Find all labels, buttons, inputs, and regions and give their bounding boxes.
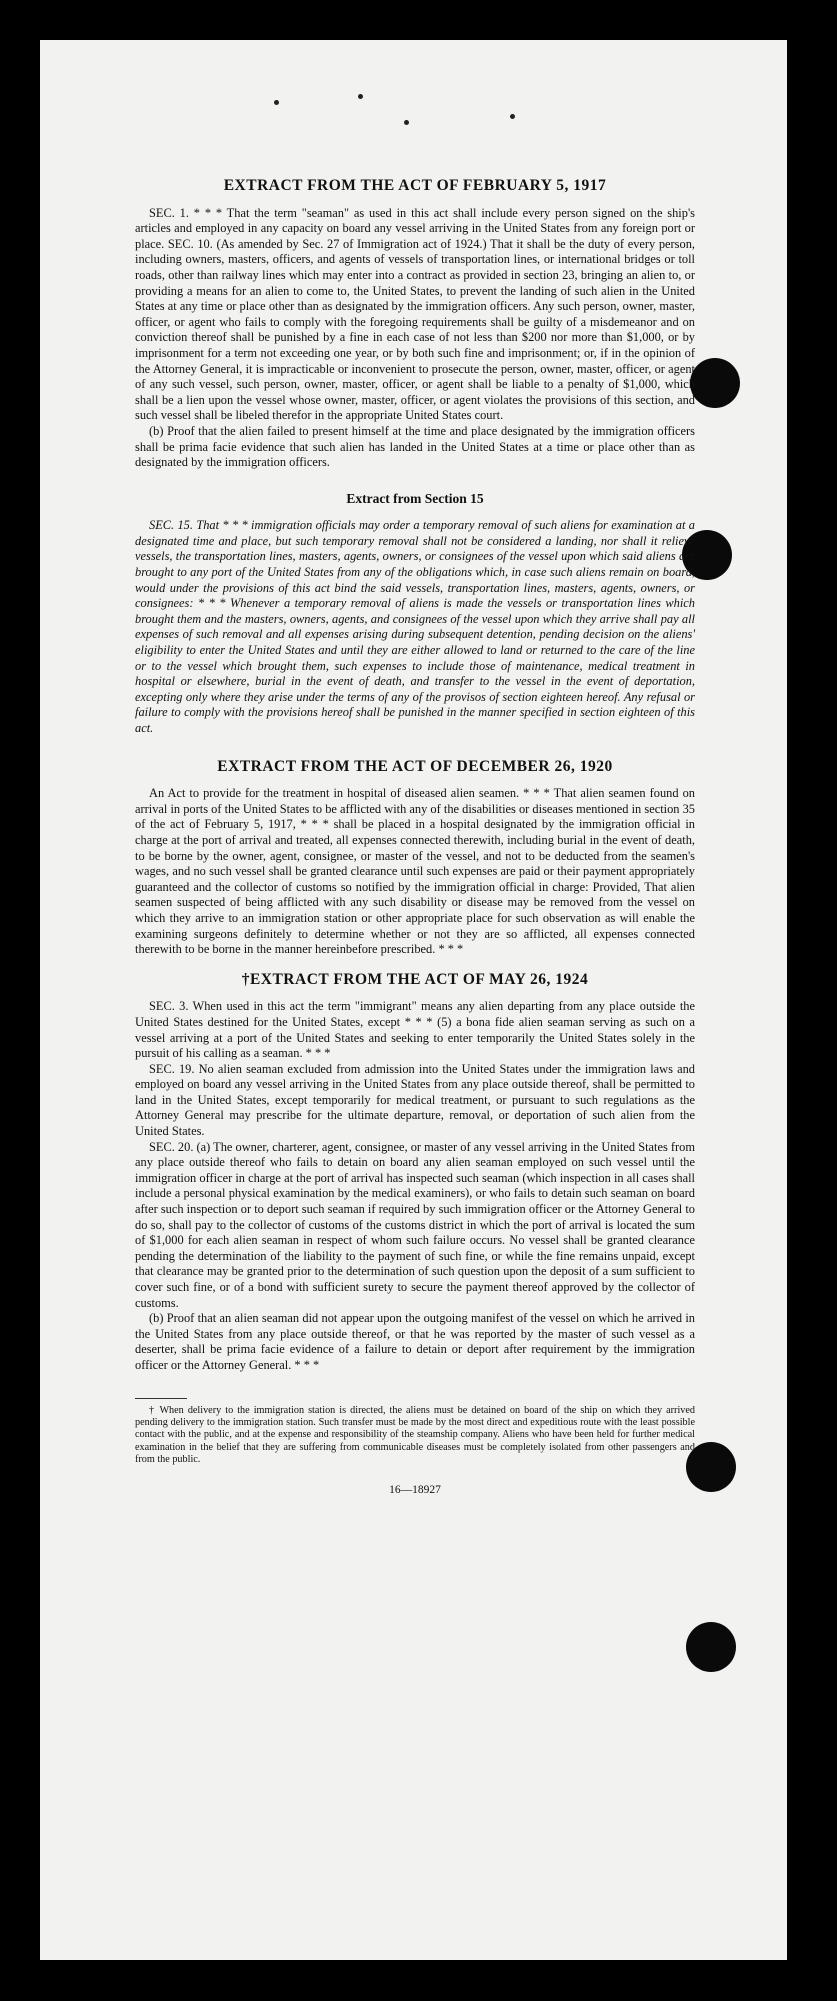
section-title-may-1924: †EXTRACT FROM THE ACT OF MAY 26, 1924 [241,970,589,988]
page-number: 16—18927 [389,1483,441,1496]
paper-speck [358,94,363,99]
paragraph-proof-b: (b) Proof that the alien failed to present himself at the time and place designated by the immigration officers shall be prima facie evidence that such alien has landed in the United States at a time or place other than as designated by the immigration officers. [135,423,695,470]
paragraph-sec-1-and-10: SEC. 1. * * * That the term "seaman" as used in this act shall include every person signed on the ship's articles and employed in any capacity on board any vessel arriving in the United States from any foreign port or place. SEC. 10. (As amended by Sec. 27 of Immigration act of 1924.) That it shall be the duty of every person, including owners, masters, officers, and agents of vessels of transportation lines, or international bridges or toll roads, other than railway lines which may enter into a contract as provided in section 23, bringing an alien to, or providing a means for an alien to come to, the United States, to prevent the landing of such alien in the United States at any time or place other than as designated by the immigration officers. Any such person, owner, master, officer, or agent who fails to comply with the foregoing requirements shall be guilty of a misdemeanor and on conviction thereof shall be punished by a fine in each case of not less than $200 nor more than $1,000, or by imprisonment for a term not exceeding one year, or by both such fine and imprisonment; or, if in the opinion of the Attorney General, it is impracticable or inconvenient to prosecute the person, owner, master, officer, or agent of any such vessel, such person, owner, master, officer, or agent shall be liable to a penalty of $1,000, which shall be a lien upon the vessel whose owner, master, officer, or agent violates the provisions of this section, and such vessel shall be libeled therefor in the appropriate United States court. [135,205,695,423]
paragraph-sec-19: SEC. 19. No alien seaman excluded from admission into the United States under the immigration laws and employed on board any vessel arriving in the United States from any place outside thereof, shall be permitted to land in the United States, except temporarily for medical treatment, or pursuant to such regulations as the Attorney General may prescribe for the ultimate departure, removal, or deportation of such alien from the United States. [135,1061,695,1139]
paragraph-sec-20a: SEC. 20. (a) The owner, charterer, agent, consignee, or master of any vessel arriving in the United States from any place outside thereof who fails to detain on board any alien seaman employed on such vessel until the immigration officer in charge at the port of arrival has inspected such seaman (which inspection in all cases shall include a personal physical examination by the medical examiners), or who fails to detain such seaman on board after such inspection or to deport such seaman if required by such immigration officer or the Attorney General to do so, shall pay to the collector of customs of the customs district in which the port of arrival is located the sum of $1,000 for each alien seaman in respect of whom such failure occurs. No vessel shall be granted clearance pending the determination of the liability to the payment of such fine, or while the fine remains unpaid, except that clearance may be granted prior to the determination of such question upon the deposit of a sum sufficient to cover such fine, or of a bond with sufficient surety to secure the payment thereof approved by the collector of customs. [135,1139,695,1310]
section-title-feb-1917: EXTRACT FROM THE ACT OF FEBRUARY 5, 1917 [223,177,607,194]
footnote-divider [135,1398,187,1399]
paper-speck [510,114,515,119]
paper-speck [274,100,279,105]
paragraph-sec-20b: (b) Proof that an alien seaman did not appear upon the outgoing manifest of the vessel on which he arrived in the United States from any place outside thereof, or that he was reported by the master of such vessel as a deserter, shall be prima facie evidence of a failure to detain or deport after requirement by the immigration officer or the Attorney General. * * * [135,1311,695,1372]
punch-hole [690,358,740,408]
punch-hole [686,1622,736,1672]
section-title-section-15: Extract from Section 15 [346,490,484,506]
paper-speck [404,120,409,125]
section-title-dec-1920: EXTRACT FROM THE ACT OF DECEMBER 26, 1920 [217,757,613,775]
document-page [40,40,787,1960]
paragraph-hospital-treatment: An Act to provide for the treatment in hospital of diseased alien seamen. * * * That alien seamen found on arrival in ports of the United States to be afflicted with any of the disabilities or diseases mentioned in section 35 of the act of February 5, 1917, * * * shall be placed in a hospital designated by the immigration official in charge at the port of arrival and treated, all expenses connected therewith, including burial in the event of death, to be borne by the owner, agent, consignee, or master of the vessel, and not to be deducted from the seamen's wages, and no such vessel shall be granted clearance until such expenses are paid or their payment appropriately guaranteed and the collector of customs so notified by the immigration official in charge: Provided, That alien seamen suspected of being afflicted with any such disability or disease may be removed from the vessel on which they arrive to an immigration station or other appropriate place for such observation as will enable the examining surgeons definitely to determine whether or not they are so afflicted, all expenses connected therewith to be borne in the manner hereinbefore prescribed. * * * [135,786,695,957]
paragraph-sec-3: SEC. 3. When used in this act the term "immigrant" means any alien departing from any place outside the United States destined for the United States, except * * * (5) a bona fide alien seaman serving as such on a vessel arriving at a port of the United States and seeking to enter temporarily the United States solely in the pursuit of his calling as a seaman. * * * [135,999,695,1061]
document-body [135,178,695,1498]
footnote: † When delivery to the immigration station is directed, the aliens must be detained on board of the ship on which they arrived pending delivery to the immigration station. Such transfer must be made by the most direct and expeditious route with the least possible contact with the public, and at the expense and responsibility of the steamship company. Aliens who have been held for further medical examination in the belief that they are suffering from communicable diseases must be completely isolated from other passengers and from the public. [135,1404,695,1466]
paragraph-sec-15: SEC. 15. That * * * immigration officials may order a temporary removal of such aliens for examination at a designated time and place, but such temporary removal shall not be considered a landing, nor shall it relieve vessels, the transportation lines, masters, agents, owners, or consignees of the vessel upon which said aliens are brought to any port of the United States from any of the obligations which, in case such aliens remain on board, would under the provisions of this act bind the said vessels, transportation lines, masters, agents, owners, or consignees: * * * Whenever a temporary removal of aliens is made the vessels or transportation lines which brought them and the masters, owners, agents, and consignees of the vessel upon which they arrive shall pay all expenses of such removal and all expenses arising during subsequent detention, pending decision on the aliens' eligibility to enter the United States and until they are either allowed to land or returned to the care of the line or to the vessel which brought them, such expenses to include those of maintenance, medical treatment in hospital or elsewhere, burial in the event of death, and transfer to the vessel in the event of deportation, excepting only where they arise under the terms of any of the provisos of section eighteen hereof. Any refusal or failure to comply with the provisions hereof shall be punished in the manner specified in section eighteen of this act. [135,518,695,735]
